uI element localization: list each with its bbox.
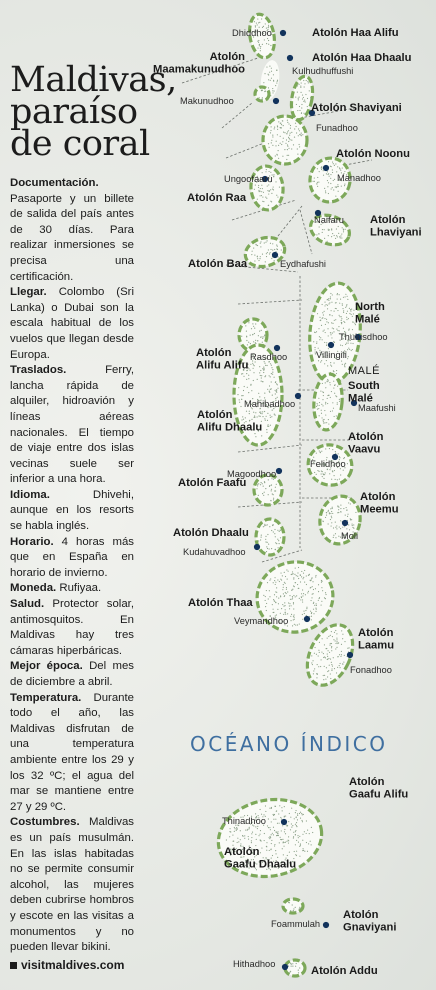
town-dot	[323, 165, 329, 171]
info-item-temperatura: Temperatura. Durante todo el año, las Maldivas disfrutan de una temperatura ambiente entre los 29 y los 32 ºC; el agua del mar se mantiene entre 27 y 29 ºC.	[10, 691, 134, 813]
town-dot	[274, 345, 280, 351]
town-label-kudahuvadhoo: Kudahuvadhoo	[183, 547, 246, 557]
atoll-label: Atolón Gaafu Dhaalu	[224, 846, 297, 871]
town-label-moli: Moli	[341, 531, 359, 541]
atoll-shape	[256, 519, 284, 555]
town-label-fonadhoo: Fonadhoo	[350, 665, 392, 675]
title-line-1: Maldivas,	[10, 60, 177, 100]
town-label-rasdhoo: Rasdhoo	[250, 352, 288, 362]
town-label-ungoofaaru: Ungoofaaru	[224, 174, 273, 184]
info-item-traslados: Traslados. Ferry, lancha rápida de alquiler, hidroavión y líneas aéreas nacionales. El tiempo de viaje entre dos islas vecinas suele ser inferior a una hora.	[10, 364, 134, 486]
town-dot	[347, 652, 353, 658]
town-dot	[272, 252, 278, 258]
website-link[interactable]: visitmaldives.com	[10, 958, 134, 974]
town-label-foammulah: Foammulah	[271, 919, 321, 929]
info-item-salud: Salud. Protector solar, antimosquitos. En Maldivas hay tres cámaras hiperbáricas.	[10, 598, 134, 657]
atoll-label: Atolón Raa	[187, 192, 247, 204]
atoll-shape	[255, 87, 269, 101]
town-dot	[304, 616, 310, 622]
town-label-makunudhoo: Makunudhoo	[180, 96, 234, 106]
atoll-label: Atolón Laamu	[358, 627, 395, 652]
atoll-shape	[249, 165, 285, 212]
atoll-label: Atolón Maamakunudhoo	[153, 51, 245, 76]
atoll-label: North Malé	[355, 301, 385, 326]
atoll-label: Atolón Gaafu Alifu	[349, 776, 409, 801]
atoll-shape	[285, 960, 305, 976]
town-dot	[295, 393, 301, 399]
town-label-dhiddhoo: Dhiddhoo	[232, 28, 272, 38]
atoll-label: South Malé	[348, 380, 380, 405]
atoll-shape	[263, 116, 307, 164]
town-label-naifaru: Naifaru	[314, 215, 344, 225]
town-dot	[281, 819, 287, 825]
atoll-label: Atolón Alifu Alifu	[196, 347, 249, 372]
town-dot	[342, 520, 348, 526]
town-dot	[276, 468, 282, 474]
atoll-label: Atolón Haa Alifu	[312, 27, 399, 39]
town-dot	[328, 342, 334, 348]
town-label-villingili: Villingili	[316, 350, 347, 360]
town-label-eydhafushi: Eydhafushi	[280, 259, 326, 269]
title-line-2: paraíso	[10, 92, 138, 132]
info-item-moneda: Moneda. Rufiyaa.	[10, 582, 102, 595]
atoll-label: Atolón Noonu	[336, 148, 410, 160]
town-label-maafushi: Maafushi	[358, 403, 396, 413]
atoll-label: Atolón Addu	[311, 965, 378, 977]
info-item-documentacion: Documentación. Pasaporte y un billete de salida del país antes de 30 días. Para realizar inmersiones se precisa una certificación.	[10, 177, 134, 283]
atoll-shape	[312, 373, 345, 431]
atoll-label: Atolón Meemu	[360, 491, 399, 516]
town-label-veymandhoo: Veymandhoo	[234, 616, 289, 626]
atoll-shape	[254, 475, 282, 505]
town-label-felidhoo: Felidhoo	[310, 459, 346, 469]
atoll-label: Atolón Baa	[188, 258, 248, 270]
town-dot	[287, 55, 293, 61]
info-item-horario: Horario. 4 horas más que en España en horario de invierno.	[10, 535, 134, 579]
atoll-label: Atolón Alifu Dhaalu	[197, 409, 263, 434]
town-label-manadhoo: Manadhoo	[337, 173, 381, 183]
town-dot	[280, 30, 286, 36]
info-item-costumbres: Costumbres. Maldivas es un país musulmán. En las islas habitadas no se permite consumir alcohol, las mujeres deben cubrirse hombros y escote en las visitas a monumentos y no pueden llevar bikini.	[10, 816, 134, 954]
town-label-hithadhoo: Hithadhoo	[233, 959, 276, 969]
atoll-label: Atolón Faafu	[178, 477, 247, 489]
atoll-label: Atolón Thaa	[188, 597, 253, 609]
town-dot	[273, 98, 279, 104]
town-label-kulhudhuffushi: Kulhudhuffushi	[292, 66, 354, 76]
town-label-funadhoo: Funadhoo	[316, 123, 358, 133]
atoll-label: Atolón Vaavu	[348, 431, 384, 456]
atoll-label: Atolón Haa Dhaalu	[312, 52, 412, 64]
town-label-mahibadhoo: Mahibadhoo	[244, 399, 296, 409]
town-label-thulusdhoo: Thulusdhoo	[339, 332, 388, 342]
town-dot	[282, 964, 288, 970]
atoll-label: Atolón Lhaviyani	[370, 214, 422, 239]
town-dot	[323, 922, 329, 928]
atoll-label: Atolón Gnaviyani	[343, 909, 397, 934]
title-line-3: de coral	[10, 124, 150, 164]
atoll-label: Atolón Dhaalu	[173, 527, 249, 539]
town-label-magoodhoo: Magoodhoo	[227, 469, 277, 479]
town-dot	[254, 544, 260, 550]
atoll-label: Atolón Shaviyani	[311, 102, 402, 114]
info-item-mejor-epoca: Mejor época. Del mes de diciembre a abril.	[10, 660, 134, 688]
info-item-llegar: Llegar. Colombo (Sri Lanka) o Dubai son la escala habitual de los vuelos que llegan desde Europa.	[10, 286, 134, 361]
ocean-label: OCÉANO ÍNDICO	[190, 732, 388, 756]
town-label-thinadhoo: Thinadhoo	[222, 816, 266, 826]
capital-label: MALÉ	[348, 365, 380, 377]
info-item-idioma: Idioma. Dhivehi, aunque en los resorts se habla inglés.	[10, 488, 134, 533]
atoll-shape	[283, 899, 303, 913]
